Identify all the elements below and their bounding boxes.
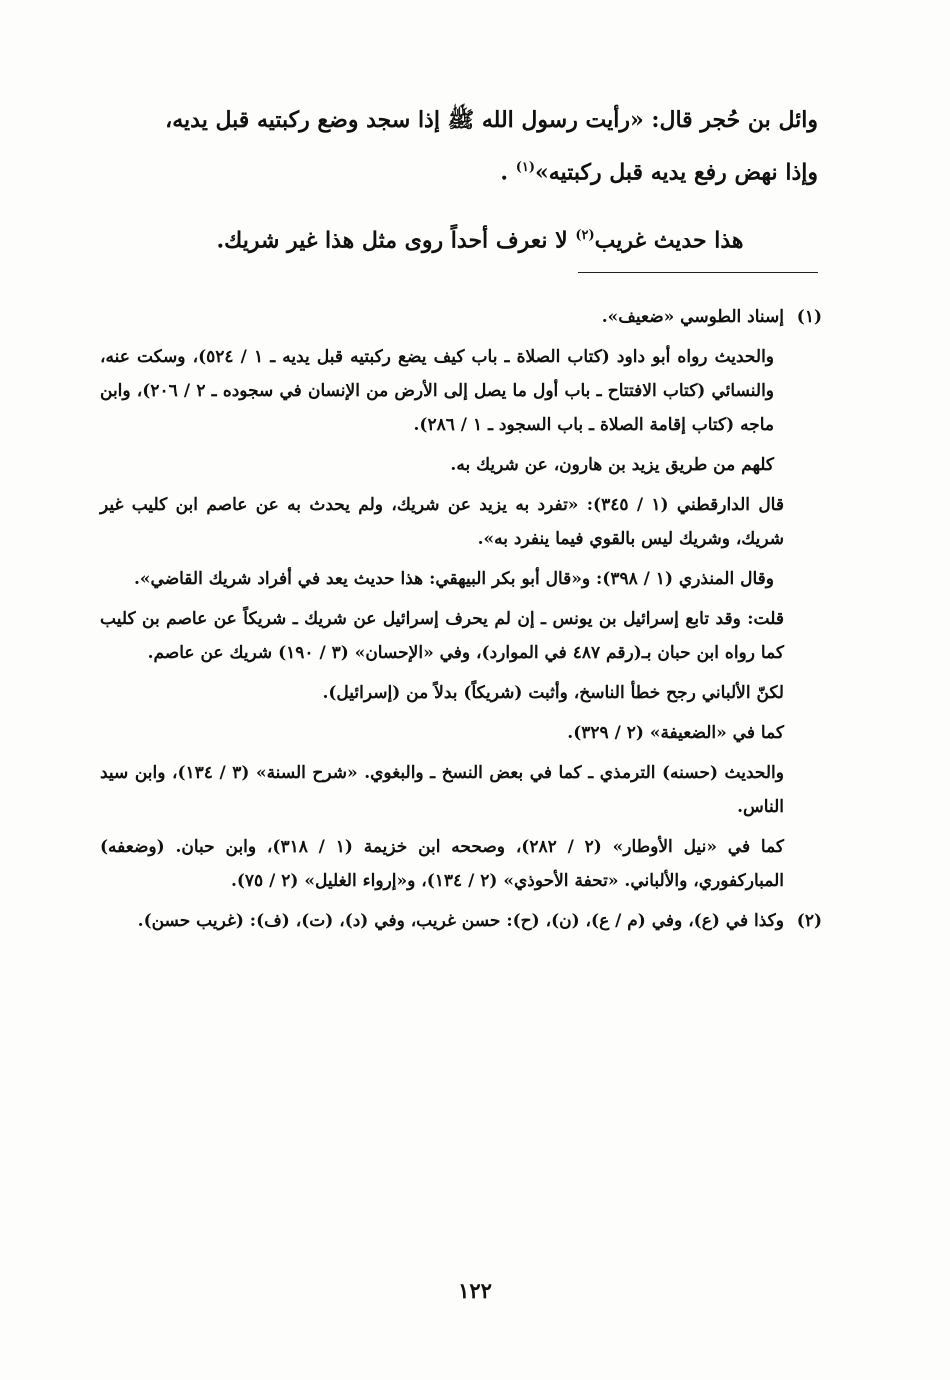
main-line-2-end: .	[500, 159, 516, 186]
footnote-paragraph: والحديث (حسنه) الترمذي ـ كما في بعض النسخ ـ والبغوي. «شرح السنة» (٣ / ١٣٤)، وابن سيد الناس.	[100, 763, 784, 817]
footnote-ref-1[interactable]: (١)	[515, 160, 536, 175]
main-line-2	[98, 144, 818, 196]
footnote-paragraph: لكنّ الألباني رجح خطأ الناسخ، وأثبت (شريكاً) بدلاً من (إسرائيل).	[322, 683, 784, 703]
footnote-2-number: (٢)	[796, 911, 822, 931]
main-line-1: وائل بن حُجر قال: «رأيت رسول الله ﷺ إذا سجد وضع ركبتيه قبل يديه،	[165, 107, 818, 133]
footnote-1-first-line: إسناد الطوسي «ضعيف».	[601, 307, 784, 327]
main-line-2-text: وإذا نهض رفع يديه قبل ركبتيه»	[535, 159, 818, 186]
footnote-paragraph: قال الدارقطني (١ / ٣٤٥): «تفرد به يزيد عن شريك، ولم يحدث به عن عاصم ابن كليب غير شريك، وشريك ليس بالقوي فيما ينفرد به».	[100, 495, 784, 549]
footnote-2	[100, 904, 820, 938]
footnote-separator	[578, 272, 818, 273]
footnote-paragraph: كما في «نيل الأوطار» (٢ / ٢٨٢)، وصححه ابن خزيمة (١ / ٣١٨)، وابن حبان. (وضعفه) المباركفوري، والألباني. «تحفة الأحوذي» (٢ / ١٣٤)، و«إرواء الغليل» (٢ / ٧٥).	[100, 837, 784, 891]
footnote-1-number: (١)	[796, 307, 822, 327]
main-text	[98, 96, 818, 196]
footnote-1	[100, 300, 820, 898]
centered-statement-start: هذا حديث غريب	[594, 227, 744, 254]
footnote-paragraph: وقال المنذري (١ / ٣٩٨): و«قال أبو بكر البيهقي: هذا حديث يعد في أفراد شريك القاضي».	[133, 569, 774, 589]
footnote-paragraph: والحديث رواه أبو داود (كتاب الصلاة ـ باب كيف يضع ركبتيه قبل يديه ـ ١ / ٥٢٤)، وسكت عنه، والنسائي (كتاب الافتتاح ـ باب أول ما يصل إلى الأرض من الإنسان في سجوده ـ ٢ / ٢٠٦)، وابن ماجه (كتاب إقامة الصلاة ـ باب السجود ـ ١ / ٢٨٦).	[100, 347, 775, 435]
footnotes	[100, 300, 820, 944]
footnote-paragraph: قلت: وقد تابع إسرائيل بن يونس ـ إن لم يحرف إسرائيل عن شريك ـ شريكاً عن عاصم بن كليب كما رواه ابن حبان بـ(رقم ٤٨٧ في الموارد)، وفي «الإحسان» (٣ / ١٩٠) شريك عن عاصم.	[100, 609, 784, 663]
page-number: ١٢٢	[458, 1278, 492, 1303]
footnote-ref-2[interactable]: (٢)	[575, 228, 595, 243]
footnote-paragraph: كما في «الضعيفة» (٢ / ٣٢٩).	[567, 723, 784, 743]
centered-statement	[110, 212, 850, 264]
footnote-2-text: وكذا في (ع)، وفي (م / ع)، (ن)، (ح): حسن غريب، وفي (د)، (ت)، (ف): (غريب حسن).	[137, 911, 784, 931]
centered-statement-end: لا نعرف أحداً روى مثل هذا غير شريك.	[216, 227, 576, 254]
footnote-paragraph: كلهم من طريق يزيد بن هارون، عن شريك به.	[450, 455, 774, 475]
